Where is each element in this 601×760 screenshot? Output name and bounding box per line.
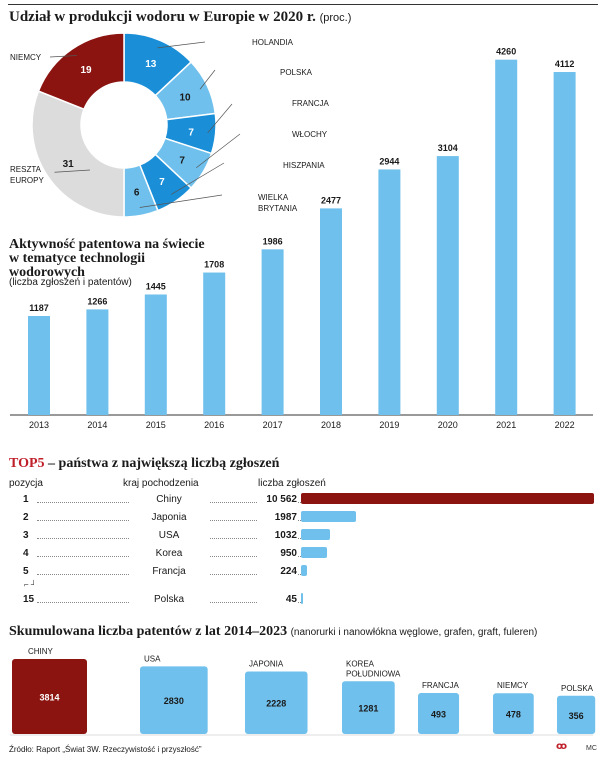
top5-col-country: kraj pochodzenia [123, 478, 199, 489]
donut-category-label: HISZPANIA [283, 161, 325, 170]
bar-value-label: 1187 [29, 302, 49, 313]
top5-row-value: 10 562 [257, 494, 297, 505]
top5-row-position: 2 [23, 512, 29, 523]
donut-category-label: WIELKA [258, 193, 289, 202]
author-credit: MC [586, 745, 597, 752]
top5-bar [301, 565, 307, 576]
bar-value-label: 1986 [262, 236, 283, 247]
donut-category-label: WŁOCHY [292, 130, 328, 139]
patent-chart-title-line: wodorowych [9, 265, 85, 280]
x-tick-label: 2016 [204, 420, 225, 430]
top5-row-country: Chiny [129, 494, 209, 505]
donut-slice [32, 91, 124, 217]
x-tick-label: 2015 [145, 420, 166, 430]
bar-value-label: 1708 [204, 259, 225, 270]
donut-value-label: 7 [159, 176, 165, 188]
top5-col-position: pozycja [9, 478, 43, 489]
cumulative-category-label: JAPONIA [249, 659, 284, 669]
patent-chart-title-line: w tematyce technologii [9, 251, 146, 266]
top5-row-position: 3 [23, 530, 29, 541]
top5-row-position: 4 [23, 548, 29, 559]
top5-row [9, 510, 599, 526]
donut-category-label: BRYTANIA [258, 204, 298, 213]
top5-row-position: 5 [23, 566, 29, 577]
bar [203, 273, 225, 415]
bar [554, 72, 576, 415]
x-tick-label: 2020 [437, 420, 458, 430]
donut-value-label: 31 [62, 158, 74, 170]
x-tick-label: 2017 [262, 420, 283, 430]
top5-bar [301, 493, 594, 504]
donut-chart-subtitle: (proc.) [319, 12, 352, 24]
top5-row-country: Japonia [129, 512, 209, 523]
bar [378, 169, 400, 415]
x-tick-label: 2022 [554, 420, 575, 430]
top5-row [9, 546, 599, 562]
bar-value-label: 4260 [496, 46, 517, 57]
top5-row-value: 45 [257, 594, 297, 605]
bar [28, 316, 50, 415]
x-tick-label: 2013 [28, 420, 50, 430]
bar [320, 208, 342, 415]
cumulative-category-label: POŁUDNIOWA [346, 669, 401, 679]
bar [437, 156, 459, 415]
top5-row [9, 492, 599, 508]
top5-gap-marker: ⌐ ┘ [24, 580, 37, 589]
publisher-logo: ꝏ [556, 741, 568, 752]
donut-category-label: EUROPY [10, 176, 44, 185]
donut-category-label: RESZTA [10, 165, 41, 174]
cumulative-value-label: 356 [568, 710, 584, 721]
top5-bar [301, 511, 356, 522]
cumulative-title-text: Skumulowana liczba patentów z lat 2014–2023 [9, 624, 288, 639]
cumulative-category-label: NIEMCY [497, 681, 529, 691]
bar [262, 249, 284, 415]
x-tick-label: 2021 [496, 420, 517, 430]
top5-row-country: USA [129, 530, 209, 541]
top5-title [9, 456, 279, 472]
donut-value-label: 13 [145, 59, 157, 71]
bar [495, 60, 517, 415]
donut-category-label: NIEMCY [10, 53, 42, 62]
donut-value-label: 7 [188, 127, 194, 139]
top5-row-value: 1032 [257, 530, 297, 541]
top5-row-position: 15 [23, 594, 35, 605]
patent-chart-title [9, 238, 229, 280]
patent-chart-title-line: Aktywność patentowa na świecie [9, 237, 205, 252]
donut-chart-title-text: Udział w produkcji wodoru w Europie w 2020 r. [9, 9, 316, 25]
top5-title-accent: TOP5 [9, 456, 45, 471]
x-tick-label: 2019 [379, 420, 400, 430]
cumulative-value-label: 478 [505, 709, 521, 720]
donut-category-label: HOLANDIA [252, 38, 293, 47]
top5-bar [301, 547, 327, 558]
donut-value-label: 19 [80, 65, 92, 77]
top5-row-country: Korea [129, 548, 209, 559]
cumulative-value-label: 1281 [358, 703, 379, 714]
top5-row [9, 564, 599, 580]
patent-chart-subtitle: (liczba zgłoszeń i patentów) [9, 277, 132, 288]
source-note: Źródło: Raport „Świat 3W. Rzeczywistość i przyszłość” [9, 745, 202, 754]
bar [145, 294, 167, 415]
top5-bar [301, 593, 303, 604]
bar-value-label: 2944 [379, 156, 400, 167]
donut-value-label: 6 [133, 187, 140, 199]
cumulative-value-label: 2830 [163, 696, 184, 707]
cumulative-title [9, 624, 537, 640]
top5-row-value: 224 [257, 566, 297, 577]
cumulative-category-label: CHINY [28, 647, 53, 656]
bar-value-label: 4112 [554, 59, 575, 70]
x-tick-label: 2018 [320, 420, 342, 430]
cumulative-value-label: 493 [431, 709, 447, 720]
donut-category-label: FRANCJA [292, 99, 329, 108]
bar-value-label: 1445 [145, 281, 166, 292]
cumulative-category-label: USA [144, 654, 161, 664]
bar-value-label: 3104 [437, 143, 458, 154]
bar [86, 309, 108, 415]
donut-value-label: 7 [179, 155, 185, 167]
top5-row [9, 592, 599, 608]
top5-row [9, 528, 599, 544]
cumulative-subtitle: (nanorurki i nanowłókna węglowe, grafen, graft, fuleren) [290, 627, 538, 638]
cumulative-category-label: FRANCJA [422, 680, 459, 690]
top5-bar [301, 529, 330, 540]
cumulative-category-label: KOREA [346, 659, 375, 669]
top5-row-position: 1 [23, 494, 29, 505]
cumulative-category-label: POLSKA [561, 683, 594, 693]
top5-title-rest: – państwa z największą liczbą zgłoszeń [44, 456, 280, 471]
x-tick-label: 2014 [87, 420, 108, 430]
bar-value-label: 2477 [320, 195, 342, 206]
top5-row-country: Francja [129, 566, 209, 577]
bar-value-label: 1266 [87, 296, 108, 307]
top5-row-value: 950 [257, 548, 297, 559]
donut-value-label: 10 [179, 92, 191, 104]
top5-col-count: liczba zgłoszeń [258, 478, 326, 489]
top5-row-value: 1987 [257, 512, 297, 523]
cumulative-value-label: 3814 [39, 692, 60, 703]
cumulative-value-label: 2228 [266, 698, 287, 709]
donut-category-label: POLSKA [280, 68, 313, 77]
top5-row-country: Polska [129, 594, 209, 605]
